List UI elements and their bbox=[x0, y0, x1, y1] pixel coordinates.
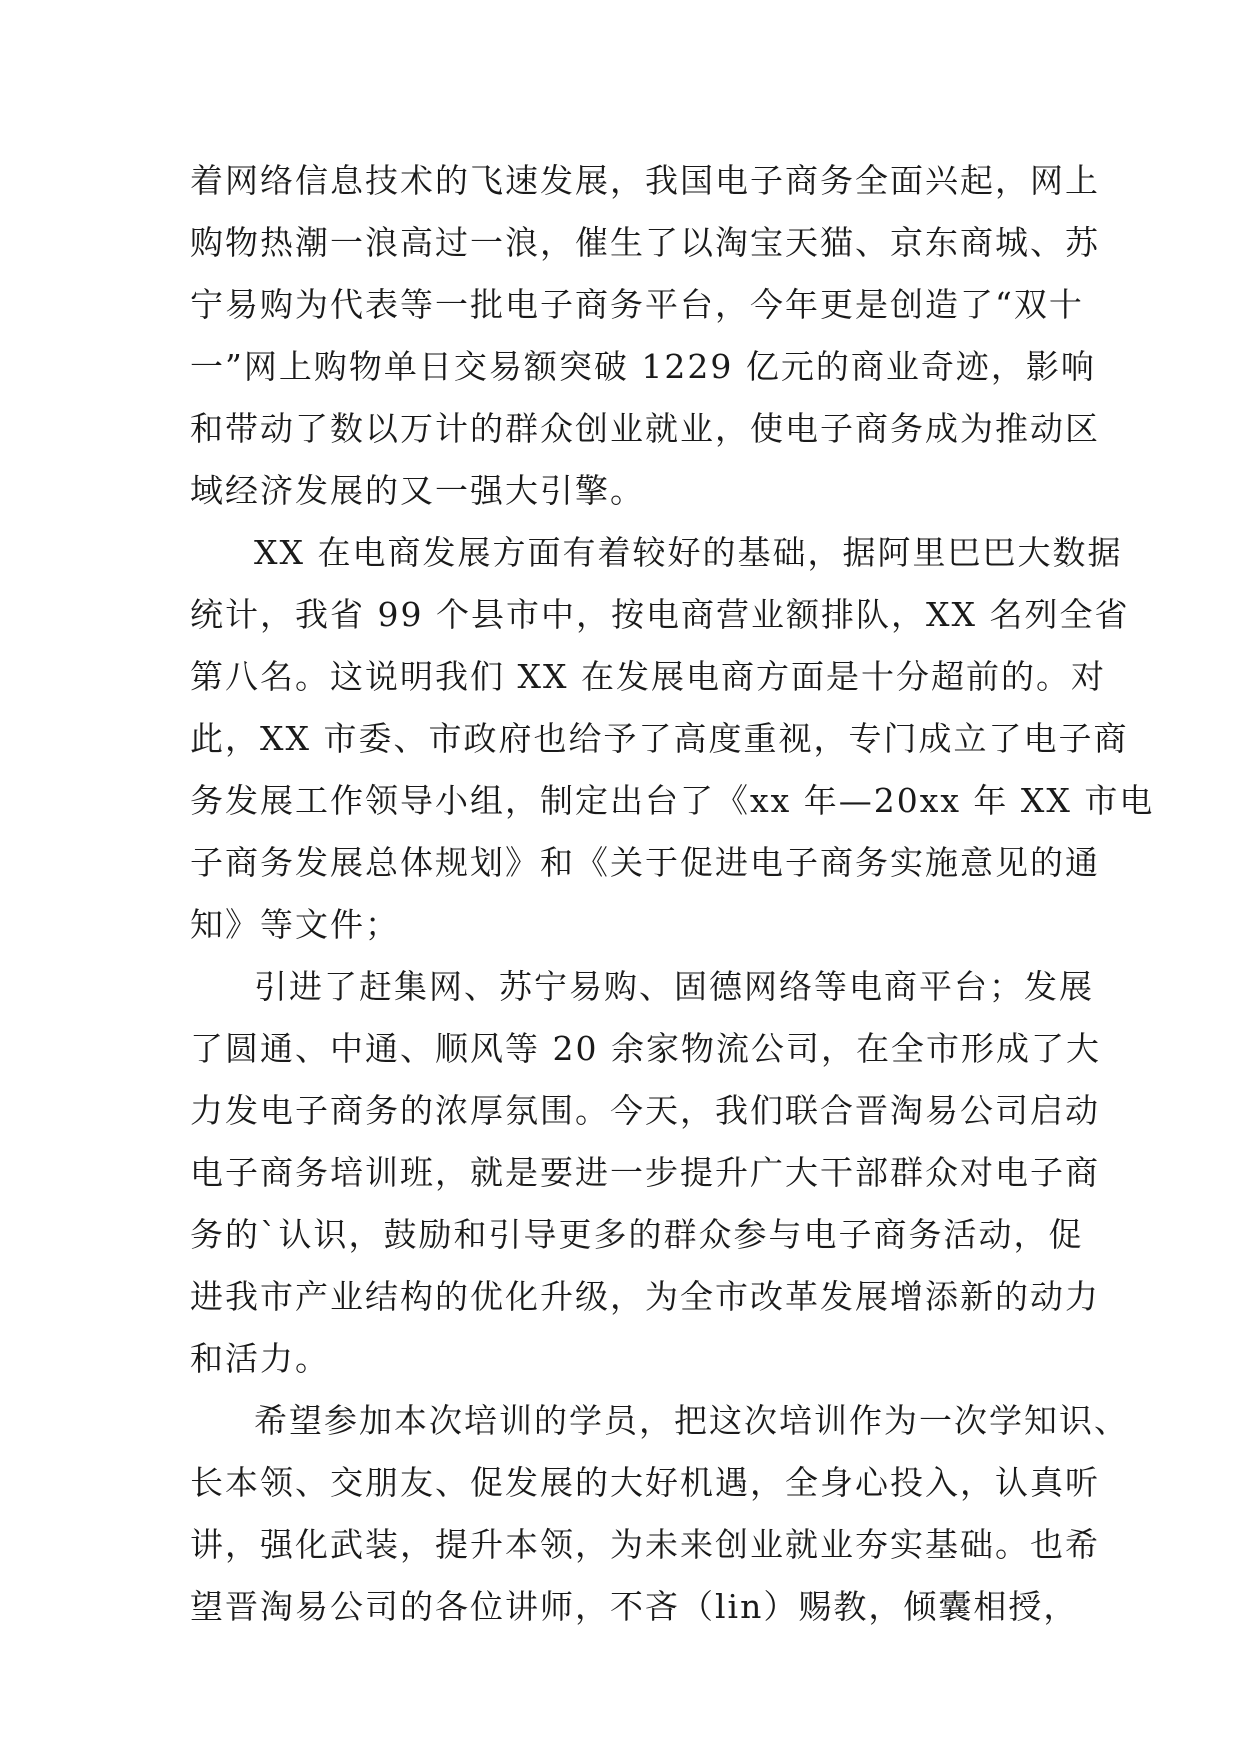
text-line: 购物热潮一浪高过一浪，催生了以淘宝天猫、京东商城、苏 bbox=[190, 223, 1100, 262]
text-line: 一”网上购物单日交易额突破 1229 亿元的商业奇迹，影响 bbox=[190, 347, 1096, 386]
text-line: 力发电子商务的浓厚氛围。今天，我们联合晋淘易公司启动 bbox=[190, 1091, 1100, 1130]
text-line: 望晋淘易公司的各位讲师，不吝（lin）赐教，倾囊相授， bbox=[190, 1587, 1079, 1626]
text-line: 了圆通、中通、顺风等 20 余家物流公司，在全市形成了大 bbox=[190, 1029, 1101, 1068]
text-line: 第八名。这说明我们 XX 在发展电商方面是十分超前的。对 bbox=[190, 657, 1106, 696]
text-line: 和带动了数以万计的群众创业就业，使电子商务成为推动区 bbox=[190, 409, 1100, 448]
text-line: 此，XX 市委、市政府也给予了高度重视，专门成立了电子商 bbox=[190, 719, 1129, 758]
text-line: 讲，强化武装，提升本领，为未来创业就业夯实基础。也希 bbox=[190, 1525, 1100, 1564]
text-line: 务发展工作领导小组，制定出台了《xx 年—20xx 年 XX 市电 bbox=[190, 781, 1155, 820]
document-body bbox=[190, 160, 1155, 1648]
text-line: 宁易购为代表等一批电子商务平台，今年更是创造了“双十 bbox=[190, 285, 1084, 324]
text-line: 着网络信息技术的飞速发展，我国电子商务全面兴起，网上 bbox=[190, 161, 1100, 200]
text-line: 希望参加本次培训的学员，把这次培训作为一次学知识、 bbox=[254, 1401, 1129, 1440]
text-line: 子商务发展总体规划》和《关于促进电子商务实施意见的通 bbox=[190, 843, 1100, 882]
text-line: 统计，我省 99 个县市中，按电商营业额排队，XX 名列全省 bbox=[190, 595, 1130, 634]
text-line: 电子商务培训班，就是要进一步提升广大干部群众对电子商 bbox=[190, 1153, 1100, 1192]
text-line: XX 在电商发展方面有着较好的基础，据阿里巴巴大数据 bbox=[254, 533, 1123, 572]
text-line: 和活力。 bbox=[190, 1339, 330, 1378]
text-line: 长本领、交朋友、促发展的大好机遇，全身心投入，认真听 bbox=[190, 1463, 1100, 1502]
text-line: 务的`认识，鼓励和引导更多的群众参与电子商务活动，促 bbox=[190, 1215, 1084, 1254]
text-line: 域经济发展的又一强大引擎。 bbox=[190, 471, 645, 510]
text-line: 引进了赶集网、苏宁易购、固德网络等电商平台；发展 bbox=[254, 967, 1094, 1006]
text-line: 进我市产业结构的优化升级，为全市改革发展增添新的动力 bbox=[190, 1277, 1100, 1316]
text-line: 知》等文件； bbox=[190, 905, 400, 944]
